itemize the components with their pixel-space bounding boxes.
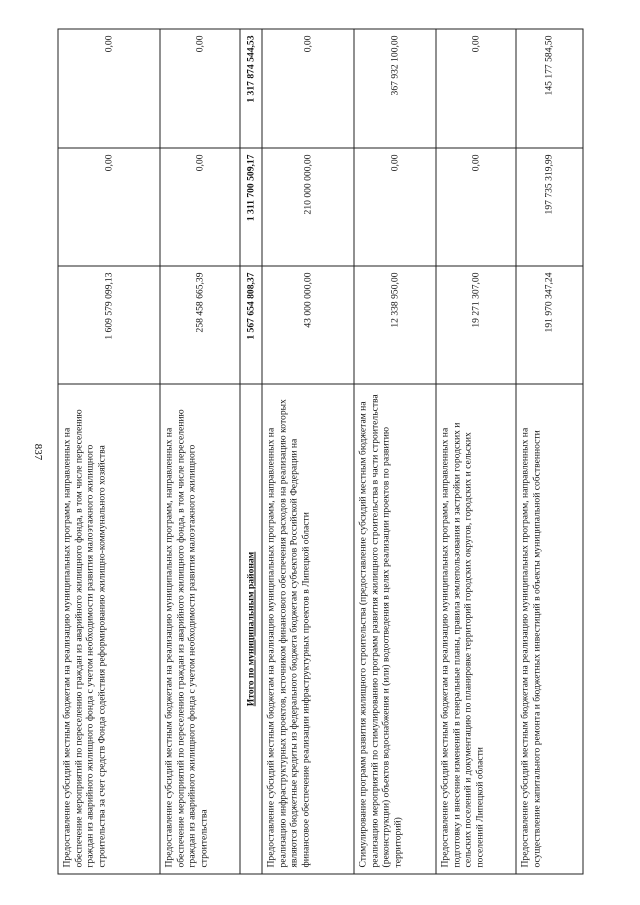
table-row bbox=[262, 29, 354, 874]
rotated-budget-table bbox=[58, 30, 583, 875]
row-value-2: 0,00 bbox=[354, 148, 436, 266]
row-value-1: 1 609 579 099,13 bbox=[58, 266, 160, 384]
row-description: Предоставление субсидий местным бюджетам на реализацию муниципальных программ, направленных на обеспечение мероприятий по переселению граждан из аварийного жилищного фонда, в том числе переселению граждан из аварийного жилищного фонда с учетом необходимости развития малоэтажного жилищного строительства bbox=[160, 384, 240, 874]
row-value-3: 145 177 584,50 bbox=[516, 29, 583, 148]
row-value-3: 0,00 bbox=[58, 29, 160, 148]
total-value-3: 1 317 874 544,53 bbox=[240, 29, 262, 148]
row-value-3: 367 932 100,00 bbox=[354, 29, 436, 148]
row-value-2: 0,00 bbox=[160, 148, 240, 266]
row-value-2: 210 000 000,00 bbox=[262, 148, 354, 266]
table-row bbox=[160, 29, 240, 874]
page-number: 837 bbox=[32, 443, 44, 461]
table-row bbox=[354, 29, 436, 874]
row-value-3: 0,00 bbox=[262, 29, 354, 148]
row-description: Предоставление субсидий местным бюджетам на реализацию муниципальных программ, направленных на обеспечение мероприятий по переселению граждан из аварийного жилищного фонда, в том числе переселению граждан из аварийного жилищного фонда с учетом необходимости развития малоэтажного жилищного строительства за счет средств Фонда содействия реформированию жилищно-коммунального хозяйства bbox=[58, 384, 160, 874]
row-value-3: 0,00 bbox=[436, 29, 516, 148]
row-description: Предоставление субсидий местным бюджетам на реализацию муниципальных программ, направленных на подготовку и внесение изменений в генеральные планы, правила землепользования и застройки городских и сельских поселений и документацию по планировке территорий городских округов, городских и сельских поселений Липецкой области bbox=[436, 384, 516, 874]
row-value-1: 258 458 665,39 bbox=[160, 266, 240, 384]
row-value-2: 0,00 bbox=[58, 148, 160, 266]
table-row bbox=[516, 29, 583, 874]
row-value-1: 12 338 950,00 bbox=[354, 266, 436, 384]
row-value-1: 43 000 000,00 bbox=[262, 266, 354, 384]
total-value-1: 1 567 654 808,37 bbox=[240, 266, 262, 384]
row-description: Предоставление субсидий местным бюджетам на реализацию муниципальных программ, направленных на осуществление капитального ремонта и бюджетных инвестиций в объекты муниципальной собственности bbox=[516, 384, 583, 874]
row-value-2: 197 735 319,99 bbox=[516, 148, 583, 266]
row-description: Стимулирование программ развития жилищного строительства (предоставление субсидий местным бюджетам на реализацию мероприятий по стимулированию программ развития жилищного строительства в части строительства (реконструкции) объектов водоснабжения и (или) водоотведения в целях реализации проектов по развитию территорий) bbox=[354, 384, 436, 874]
table-row bbox=[58, 29, 160, 874]
row-description: Предоставление субсидий местным бюджетам на реализацию муниципальных программ, направленных на реализацию инфраструктурных проектов, источником финансового обеспечения расходов на реализацию которых являются бюджетные кредиты из федерального бюджета бюджетам субъектов Российской Федерации на финансовое обеспечение реализации инфраструктурных проектов в Липецкой области bbox=[262, 384, 354, 874]
row-value-1: 19 271 307,00 bbox=[436, 266, 516, 384]
table-row bbox=[436, 29, 516, 874]
total-label: Итого по муниципальным районам bbox=[240, 384, 262, 874]
total-value-2: 1 311 700 509,17 bbox=[240, 148, 262, 266]
budget-table bbox=[58, 29, 584, 875]
row-value-3: 0,00 bbox=[160, 29, 240, 148]
row-value-2: 0,00 bbox=[436, 148, 516, 266]
total-row bbox=[240, 29, 262, 874]
row-value-1: 191 970 347,24 bbox=[516, 266, 583, 384]
